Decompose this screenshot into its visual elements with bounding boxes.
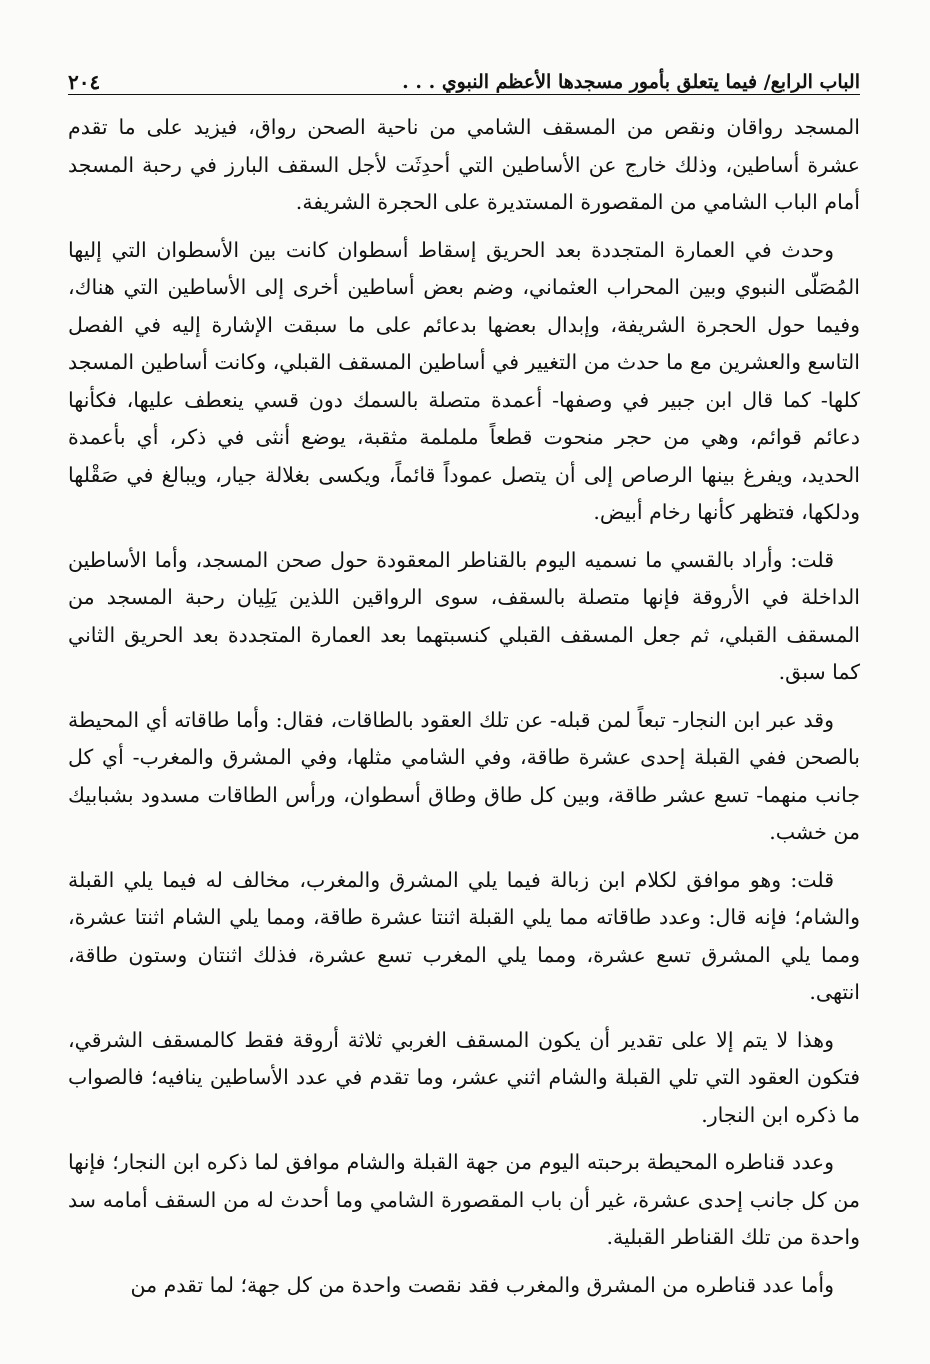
body-text [68,109,860,1304]
chapter-title: الباب الرابع/ فيما يتعلق بأمور مسجدها الأعظم النبوي . . . [402,71,860,94]
paragraph: وهذا لا يتم إلا على تقدير أن يكون المسقف الغربي ثلاثة أروقة فقط كالمسقف الشرقي، فتكون العقود التي تلي القبلة والشام اثني عشر، وما تقدم في عدد الأساطين ينافيه؛ فالصواب ما ذكره ابن النجار. [68,1027,860,1127]
paragraph: قلت: وهو موافق لكلام ابن زبالة فيما يلي المشرق والمغرب، مخالف له فيما يلي القبلة والشام؛ فإنه قال: وعدد طاقاته مما يلي القبلة اثنتا عشرة طاقة، ومما يلي الشام اثنتا عشرة، ومما يلي المشرق تسع عشرة، ومما يلي المغرب تسع عشرة، فذلك اثنتان وستون طاقة، انتهى. [68,867,860,1004]
paragraph: وحدث في العمارة المتجددة بعد الحريق إسقاط أسطوان كانت بين الأسطوان التي إليها المُصَلّى النبوي وبين المحراب العثماني، وضم بعض أساطين أخرى إلى الأساطين التي هناك، وفيما حول الحجرة الشريفة، وإبدال بعضها بدعائم على ما سبقت الإشارة إليه في الفصل التاسع والعشرين مع ما حدث من التغيير في أساطين المسقف القبلي، وكانت أساطين المسجد كلها- كما قال ابن جبير في وصفها- أعمدة متصلة بالسمك دون قسي ينعطف عليها، فكأنها دعائم قوائم، وهي من حجر منحوت قطعاً ململمة مثقبة، يوضع أنثى في ذكر، أي بأعمدة الحديد، ويفرغ بينها الرصاص إلى أن يتصل عموداً قائماً، ويكسى بغلالة جيار، ويبالغ في صَقْلها ودلكها، فتظهر كأنها رخام أبيض. [68,237,860,524]
paragraph: قلت: وأراد بالقسي ما نسميه اليوم بالقناطر المعقودة حول صحن المسجد، وأما الأساطين الداخلة في الأروقة فإنها متصلة بالسقف، سوى الرواقين اللذين يَلِيان رحبة المسجد من المسقف القبلي، ثم جعل المسقف القبلي كنسبتهما بعد العمارة المتجددة بعد الحريق الثاني كما سبق. [68,547,860,684]
paragraph: وعدد قناطره المحيطة برحبته اليوم من جهة القبلة والشام موافق لما ذكره ابن النجار؛ فإنها من كل جانب إحدى عشرة، غير أن باب المقصورة الشامي وما أحدث له من السقف أمامه سد واحدة من تلك القناطر القبلية. [68,1150,860,1249]
paragraph: المسجد رواقان ونقص من المسقف الشامي من ناحية الصحن رواق، فيزيد على ما تقدم عشرة أساطين، وذلك خارج عن الأساطين التي أحدِثَت لأجل السقف البارز في رحبة المسجد أمام الباب الشامي من المقصورة المستديرة على الحجرة الشريفة. [68,115,860,214]
page-number: ٢٠٤ [68,70,101,94]
book-page [68,58,860,1314]
paragraph: وقد عبر ابن النجار- تبعاً لمن قبله- عن تلك العقود بالطاقات، فقال: وأما طاقاته أي المحيطة بالصحن ففي القبلة إحدى عشرة طاقة، وفي الشامي مثلها، وفي المشرق والمغرب- أي كل جانب منهما- تسع عشر طاقة، وبين كل طاق وطاق أسطوان، ورأس الطاقات مسدود بشبابيك من خشب. [68,707,860,844]
paragraph: وأما عدد قناطره من المشرق والمغرب فقد نقصت واحدة من كل جهة؛ لما تقدم من [130,1272,834,1297]
running-header [68,58,860,95]
